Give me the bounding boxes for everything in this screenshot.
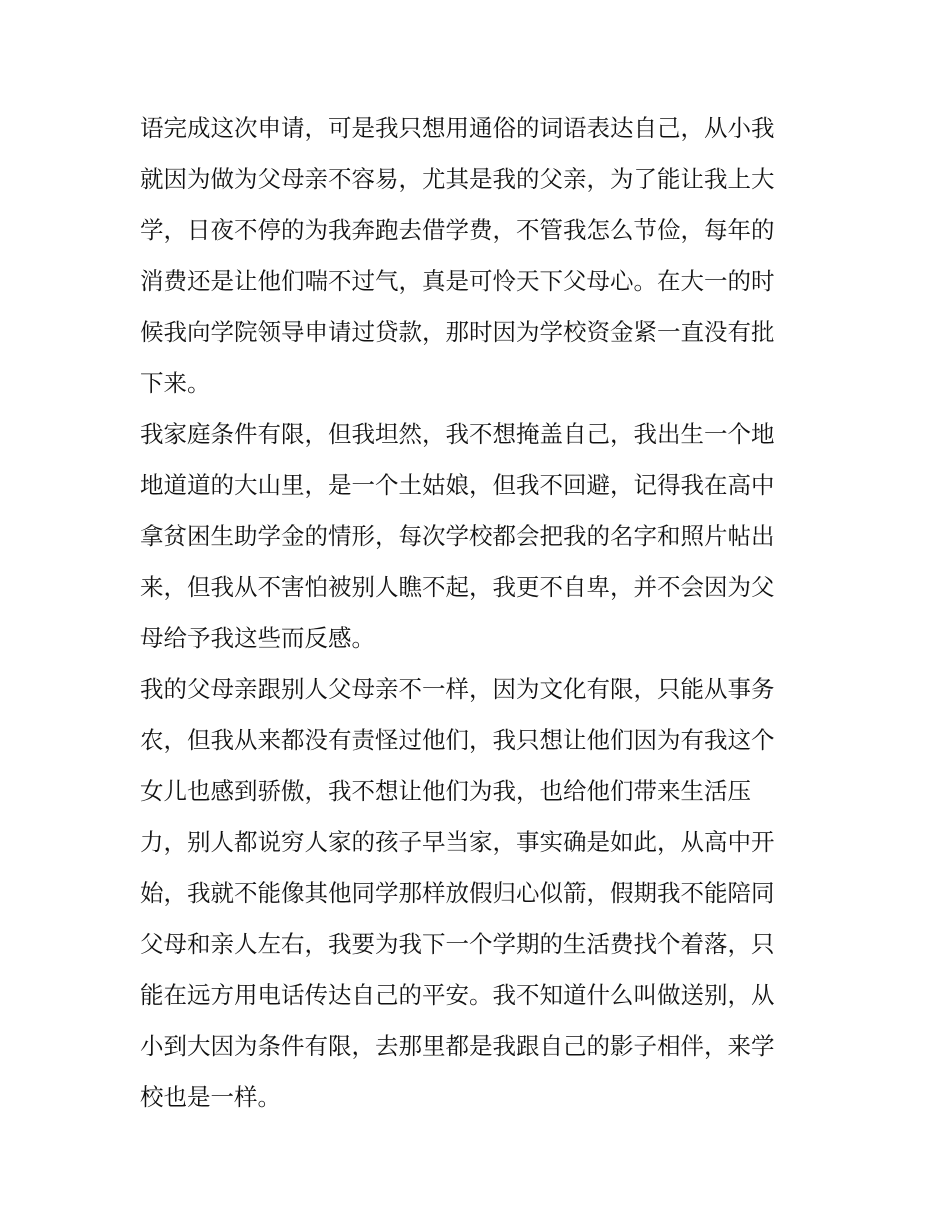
text-line: 母给予我这些而反感。 xyxy=(140,624,375,652)
text-line: 力，别人都说穷人家的孩子早当家，事实确是如此，从高中开 xyxy=(140,828,775,856)
text-line: 能在远方用电话传达自己的平安。我不知道什么叫做送别，从 xyxy=(140,981,775,1009)
text-line: 始，我就不能像其他同学那样放假归心似箭，假期我不能陪同 xyxy=(140,879,775,907)
text-line: 来，但我从不害怕被别人瞧不起，我更不自卑，并不会因为父 xyxy=(140,573,775,601)
text-line: 地道道的大山里，是一个土姑娘，但我不回避，记得我在高中 xyxy=(140,471,775,499)
text-line: 农，但我从来都没有责怪过他们，我只想让他们因为有我这个 xyxy=(140,726,775,754)
body-text xyxy=(140,103,820,1123)
text-line: 父母和亲人左右，我要为我下一个学期的生活费找个着落，只 xyxy=(140,930,775,958)
text-line: 拿贫困生助学金的情形，每次学校都会把我的名字和照片帖出 xyxy=(140,522,775,550)
text-line: 小到大因为条件有限，去那里都是我跟自己的影子相伴，来学 xyxy=(140,1032,775,1060)
text-line: 我的父母亲跟别人父母亲不一样，因为文化有限，只能从事务 xyxy=(140,675,775,703)
text-line: 我家庭条件有限，但我坦然，我不想掩盖自己，我出生一个地 xyxy=(140,420,775,448)
text-line: 就因为做为父母亲不容易，尤其是我的父亲，为了能让我上大 xyxy=(140,165,775,193)
text-line: 语完成这次申请，可是我只想用通俗的词语表达自己，从小我 xyxy=(140,114,775,142)
text-line: 消费还是让他们喘不过气，真是可怜天下父母心。在大一的时 xyxy=(140,267,775,295)
text-line: 下来。 xyxy=(140,369,211,397)
text-line: 校也是一样。 xyxy=(140,1083,281,1111)
text-line: 候我向学院领导申请过贷款，那时因为学校资金紧一直没有批 xyxy=(140,318,775,346)
text-line: 学，日夜不停的为我奔跑去借学费，不管我怎么节俭，每年的 xyxy=(140,216,775,244)
text-line: 女儿也感到骄傲，我不想让他们为我，也给他们带来生活压 xyxy=(140,777,751,805)
